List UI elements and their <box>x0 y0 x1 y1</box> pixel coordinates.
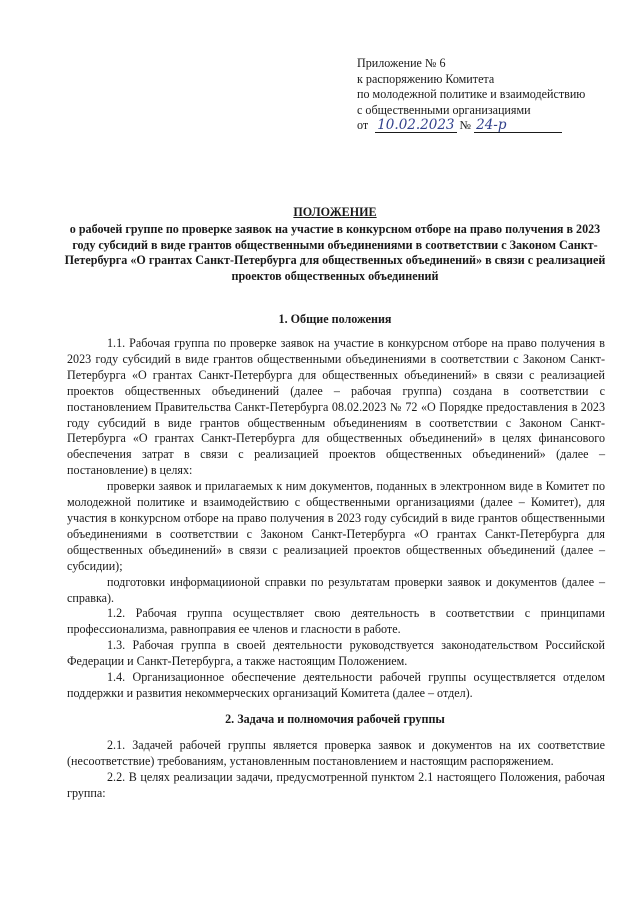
paragraph-1-1-b: подготовки информациионой справки по результатам проверки заявок и документов (далее – справка). <box>67 574 605 605</box>
appendix-date-line <box>357 118 585 134</box>
paragraph-1-2: 1.2. Рабочая группа осуществляет свою деятельность в соответствии с принципами профессионализма, равноправия ее членов и гласности в работе. <box>67 606 605 637</box>
paragraph-2-2: 2.2. В целях реализации задачи, предусмотренной пунктом 2.1 настоящего Положения, рабочая группа: <box>67 769 605 800</box>
appendix-line-3: по молодежной политике и взаимодействию <box>357 87 586 102</box>
handwritten-date: 10.02.2023 <box>377 117 455 134</box>
document-subtitle: о рабочей группе по проверке заявок на участие в конкурсном отборе на право получения в 2023 году субсидий в виде грантов общественными объединениями в соответствии с Законом Санкт-Петербурга «О грантах Санкт-Петербурга для общественных объединений» в связи с реализацией проектов общественных объединений <box>64 221 606 284</box>
section-2-body <box>67 738 605 802</box>
paragraph-1-3: 1.3. Рабочая группа в своей деятельности руководствуется законодательством Российской Федерации и Санкт-Петербурга, а также настоящим Положением. <box>67 638 605 669</box>
appendix-line-4: с общественными организациями <box>357 102 531 117</box>
section-1-body <box>67 336 605 702</box>
section-1-heading: 1. Общие положения <box>278 312 392 326</box>
appendix-line-2: к распоряжению Комитета <box>357 71 495 86</box>
handwritten-number: 24-р <box>474 118 562 133</box>
number-prefix: № <box>459 118 472 133</box>
paragraph-2-1: 2.1. Задачей рабочей группы является проверка заявок и документов на их соответствие (несоответствие) требованиям, установленным постановлением и настоящим распоряжением. <box>67 738 605 768</box>
section-2-heading: 2. Задача и полномочия рабочей группы <box>225 712 445 726</box>
date-prefix: от <box>357 118 369 133</box>
document-title: ПОЛОЖЕНИЕ <box>293 205 377 219</box>
appendix-line-1: Приложение № 6 <box>357 56 446 70</box>
paragraph-1-1: 1.1. Рабочая группа по проверке заявок на участие в конкурсном отборе на право получения в 2023 году субсидий в виде грантов общественными объединениями в соответствии с Законом Санкт-Петербурга «О грантах Санкт-Петербурга для общественных объединений» в связи с реализацией проектов общественных объединений (далее – рабочая группа) создана в соответствии с постановлением Правительства Санкт-Петербурга 08.02.2023 № 72 «О Порядке предоставления в 2023 году субсидий в виде грантов общественным объединениям в соответствии с Законом Санкт-Петербурга «О грантах Санкт-Петербурга для общественных объединений» в целях финансового обеспечения затрат в связи с реализацией проектов общественных объединений» (далее – постановление) в целях: <box>67 336 605 478</box>
appendix-block <box>357 56 585 134</box>
document-title-block <box>60 205 610 285</box>
paragraph-1-1-a: проверки заявок и прилагаемых к ним документов, поданных в электронном виде в Комитет по молодежной политике и взаимодействию с общественными организациями (далее – Комитет), для участия в конкурсном отборе на право получения в 2023 году субсидий в виде грантов общественными объединениями в соответствии с Законом Санкт-Петербурга «О грантах Санкт-Петербурга для общественных объединений» в связи с реализацией проектов общественных объединений (далее – субсидии); <box>67 479 605 573</box>
paragraph-1-4: 1.4. Организационное обеспечение деятельности рабочей группы осуществляется отделом поддержки и развития некоммерческих организаций Комитета (далее – отдел). <box>67 670 605 700</box>
